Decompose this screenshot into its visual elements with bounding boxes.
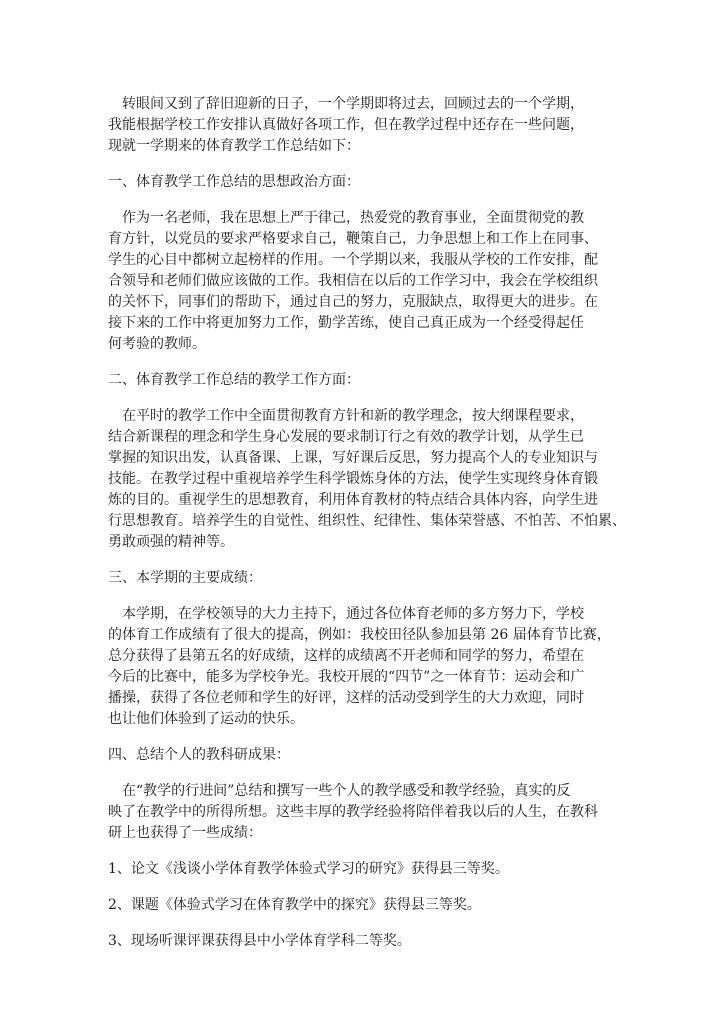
section-heading: 二、体育教学工作总结的教学工作方面：: [108, 372, 360, 388]
section-heading: 四、总结个人的教科研成果：: [108, 747, 290, 763]
paragraph-line: 映了在教学中的所得所想。这些丰厚的教学经验将陪伴着我以后的人生，在教科: [108, 804, 598, 820]
achievement-item: 1、论文《浅谈小学体育教学体验式学习的研究》获得县三等奖。: [108, 861, 509, 877]
paragraph-line: 行思想教育。培养学生的自觉性、组织性、纪律性、集体荣誉感、不怕苦、不怕累、: [108, 513, 626, 529]
paragraph-line: 学生的心目中都树立起榜样的作用。一个学期以来，我服从学校的工作安排，配: [108, 252, 598, 268]
intro-line: 现就一学期来的体育教学工作总结如下：: [108, 138, 360, 154]
paragraph-line: 播操，获得了各位老师和学生的好评，这样的活动受到学生的大力欢迎，同时: [108, 690, 584, 706]
paragraph-line: 今后的比赛中，能多为学校争光。我校开展的“四节”之一体育节：运动会和广: [108, 669, 585, 685]
intro-line: 我能根据学校工作安排认真做好各项工作，但在教学过程中还存在一些问题，: [108, 117, 584, 133]
paragraph-line: 在平时的教学工作中全面贯彻教育方针和新的教学理念，按大纲课程要求，: [122, 408, 584, 424]
paragraph-line: 勇敢顽强的精神等。: [108, 534, 234, 550]
intro-line: 转眼间又到了辞旧迎新的日子，一个学期即将过去，回顾过去的一个学期，: [122, 96, 584, 112]
section-heading: 三、本学期的主要成绩：: [108, 570, 262, 586]
paragraph-line: 也让他们体验到了运动的快乐。: [108, 711, 304, 727]
paragraph-line: 掌握的知识出发，认真备课、上课，写好课后反思，努力提高个人的专业知识与: [108, 450, 598, 466]
paragraph-line: 的体育工作成绩有了很大的提高，例如：我校田径队参加县第 26 届体育节比赛，: [108, 627, 611, 643]
paragraph-line: 育方针，以党员的要求严格要求自己，鞭策自己，力争思想上和工作上在同事、: [108, 231, 598, 247]
paragraph-line: 接下来的工作中将更加努力工作，勤学苦练，使自己真正成为一个经受得起任: [108, 315, 584, 331]
paragraph-line: 在“教学的行进间”总结和撰写一些个人的教学感受和教学经验，真实的反: [122, 783, 571, 799]
paragraph-line: 本学期，在学校领导的大力主持下，通过各位体育老师的多方努力下，学校: [122, 606, 584, 622]
paragraph-line: 的关怀下，同事们的帮助下，通过自己的努力，克服缺点，取得更大的进步。在: [108, 294, 598, 310]
paragraph-line: 合领导和老师们做应该做的工作。我相信在以后的工作学习中，我会在学校组织: [108, 273, 598, 289]
paragraph-line: 总分获得了县第五名的好成绩，这样的成绩离不开老师和同学的努力，希望在: [108, 648, 584, 664]
paragraph-line: 研上也获得了一些成绩：: [108, 825, 262, 841]
achievement-item: 3、现场听课评课获得县中小学体育学科二等奖。: [108, 933, 411, 949]
document-body: [108, 94, 628, 952]
paragraph-line: 何考验的教师。: [108, 336, 206, 352]
paragraph-line: 结合新课程的理念和学生身心发展的要求制订行之有效的教学计划，从学生已: [108, 429, 584, 445]
paragraph-line: 作为一名老师，我在思想上严于律己，热爱党的教育事业，全面贯彻党的教: [122, 210, 584, 226]
achievement-item: 2、课题《体验式学习在体育教学中的探究》获得县三等奖。: [108, 897, 481, 913]
paragraph-line: 炼的目的。重视学生的思想教育，利用体育教材的特点结合具体内容，向学生进: [108, 492, 598, 508]
section-heading: 一、体育教学工作总结的思想政治方面：: [108, 174, 360, 190]
paragraph-line: 技能。在教学过程中重视培养学生科学锻炼身体的方法，使学生实现终身体育锻: [108, 471, 598, 487]
